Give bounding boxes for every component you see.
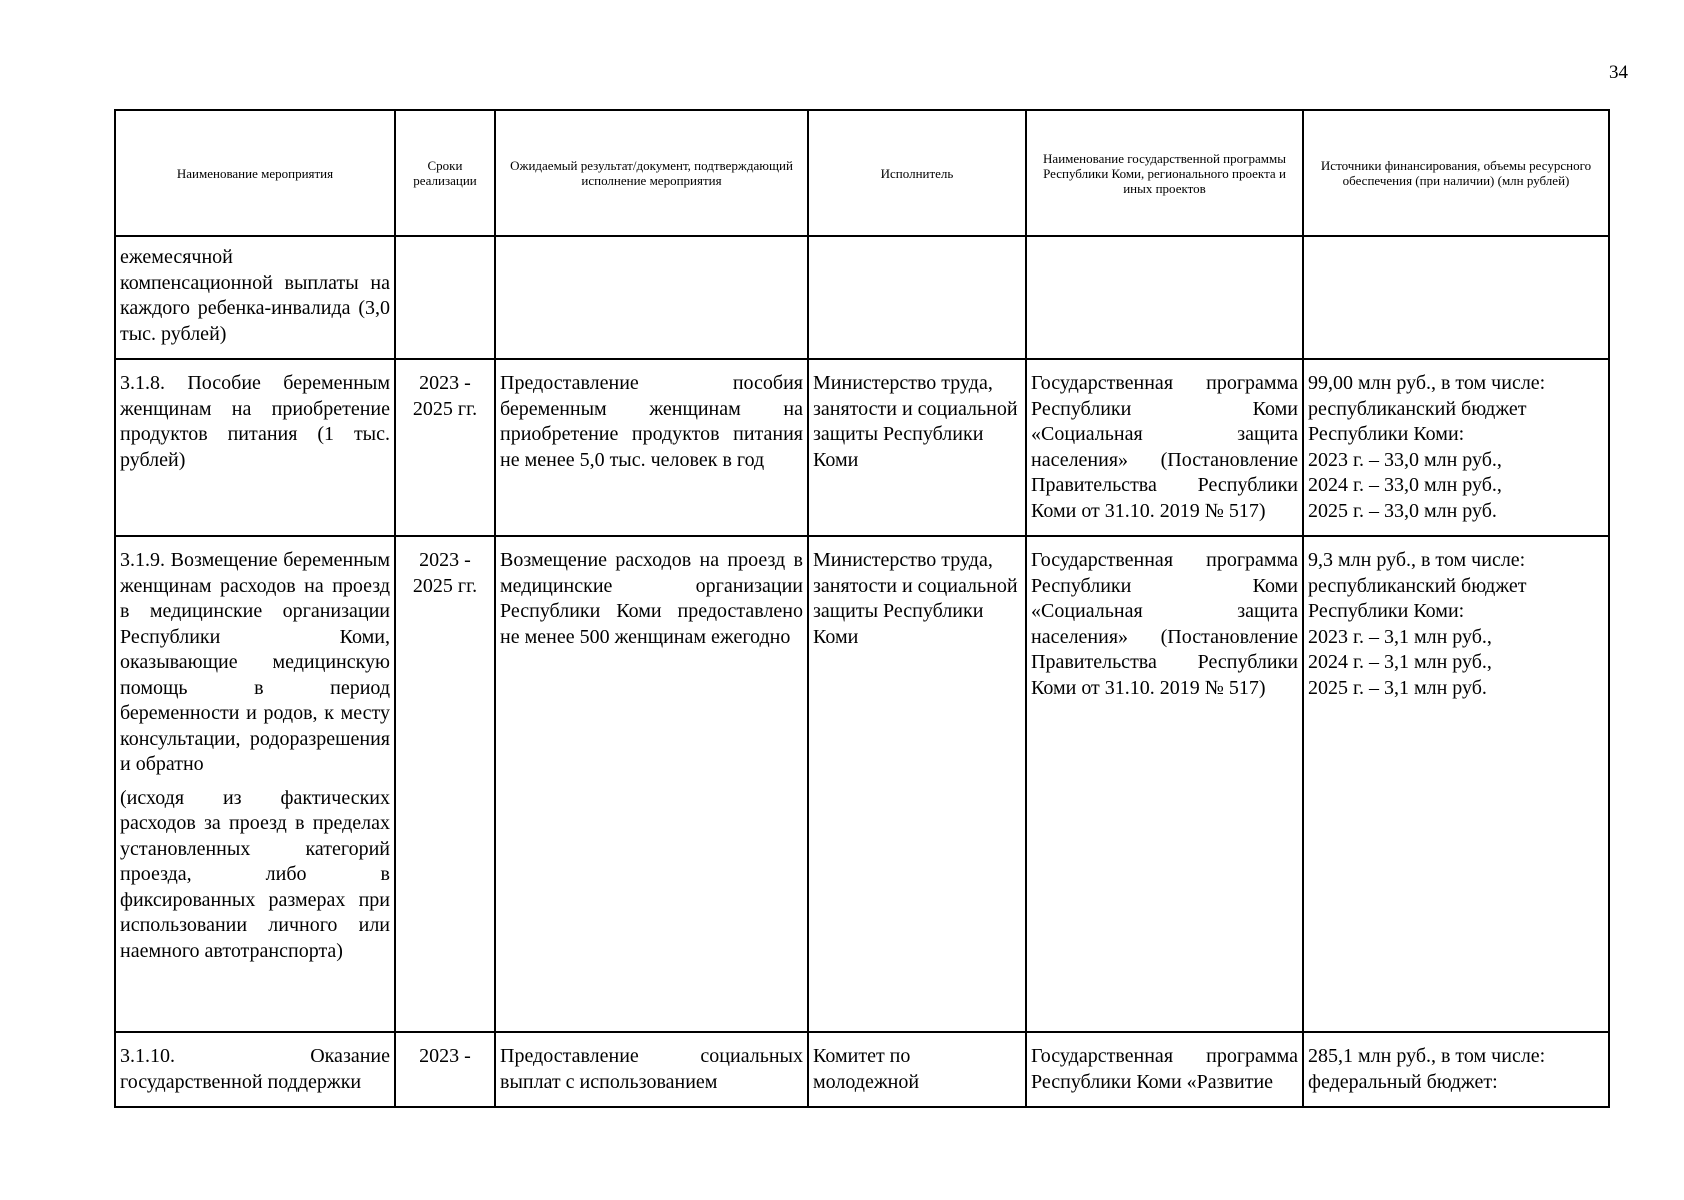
measure-program xyxy=(1026,236,1303,359)
table-row xyxy=(115,1032,1609,1107)
funding-line: 285,1 млн руб., в том числе: xyxy=(1308,1045,1546,1067)
funding-line: 2023 г. – 33,0 млн руб., xyxy=(1308,448,1502,471)
funding-line: республиканский бюджет Республики Коми: xyxy=(1308,574,1527,622)
measure-name-main: 3.1.9. Возмещение беременным женщинам расходов на проезд в медицинские организации Республики Коми, оказывающие медицинскую помощь в период беременности и родов, к месту консультации, родоразрешения и обратно xyxy=(120,549,390,775)
measure-program: Государственная программа Республики Коми «Социальная защита населения» (Постановление Правительства Республики Коми от 31.10. 2019 № 517) xyxy=(1026,536,1303,1032)
paragraph-gap xyxy=(120,778,390,786)
measure-result: Возмещение расходов на проезд в медицинские организации Республики Коми предоставлено не менее 500 женщинам ежегодно xyxy=(495,536,808,1032)
table-row xyxy=(115,536,1609,1032)
measure-executor: Министерство труда, занятости и социальной защиты Республики Коми xyxy=(808,536,1026,1032)
table-row xyxy=(115,236,1609,359)
measure-name: ежемесячной компенсационной выплаты на каждого ребенка-инвалида (3,0 тыс. рублей) xyxy=(115,236,395,359)
measure-funding xyxy=(1303,236,1609,359)
funding-line: 2025 г. – 3,1 млн руб. xyxy=(1308,676,1487,699)
measure-period xyxy=(395,236,495,359)
header-result: Ожидаемый результат/документ, подтверждающий исполнение мероприятия xyxy=(495,110,808,236)
measure-funding xyxy=(1303,359,1609,536)
measure-result: Предоставление пособия беременным женщинам на приобретение продуктов питания не менее 5,0 тыс. человек в год xyxy=(495,359,808,536)
funding-line: 99,00 млн руб., в том числе: xyxy=(1308,372,1546,394)
measure-result xyxy=(495,236,808,359)
header-executor: Исполнитель xyxy=(808,110,1026,236)
measure-name: 3.1.10. Оказание государственной поддержки xyxy=(115,1032,395,1107)
measure-name-extra: (исходя из фактических расходов за проезд в пределах установленных категорий проезда, либо в фиксированных размерах при использовании личного или наемного автотранспорта) xyxy=(120,786,390,962)
measure-program: Государственная программа Республики Коми «Социальная защита населения» (Постановление Правительства Республики Коми от 31.10. 2019 № 517) xyxy=(1026,359,1303,536)
measure-name: 3.1.8. Пособие беременным женщинам на приобретение продуктов питания (1 тыс. рублей) xyxy=(115,359,395,536)
header-funding: Источники финансирования, объемы ресурсного обеспечения (при наличии) (млн рублей) xyxy=(1303,110,1609,236)
header-program: Наименование государственной программы Республики Коми, регионального проекта и иных проектов xyxy=(1026,110,1303,236)
funding-line: федеральный бюджет: xyxy=(1308,1070,1498,1093)
measure-executor: Комитет по молодежной xyxy=(808,1032,1026,1107)
page-number: 34 xyxy=(1609,62,1628,83)
header-period: Сроки реализации xyxy=(395,110,495,236)
funding-line: республиканский бюджет Республики Коми: xyxy=(1308,397,1527,445)
measure-funding xyxy=(1303,536,1609,1032)
measure-period: 2023 - 2025 гг. xyxy=(395,536,495,1032)
funding-line: 9,3 млн руб., в том числе: xyxy=(1308,549,1526,571)
funding-line: 2024 г. – 33,0 млн руб., xyxy=(1308,474,1502,496)
measure-period: 2023 - 2025 гг. xyxy=(395,359,495,536)
measure-executor xyxy=(808,236,1026,359)
table-row xyxy=(115,359,1609,536)
measure-program: Государственная программа Республики Коми «Развитие xyxy=(1026,1032,1303,1107)
funding-line: 2023 г. – 3,1 млн руб., xyxy=(1308,625,1492,648)
table-header-row xyxy=(115,110,1609,236)
measure-name xyxy=(115,536,395,1032)
measure-executor: Министерство труда, занятости и социальной защиты Республики Коми xyxy=(808,359,1026,536)
measure-period: 2023 - xyxy=(395,1032,495,1107)
measure-funding xyxy=(1303,1032,1609,1107)
funding-line: 2025 г. – 33,0 млн руб. xyxy=(1308,499,1497,522)
measure-result: Предоставление социальных выплат с использованием xyxy=(495,1032,808,1107)
header-name: Наименование мероприятия xyxy=(115,110,395,236)
measures-table xyxy=(114,109,1610,1108)
funding-line: 2024 г. – 3,1 млн руб., xyxy=(1308,651,1492,673)
